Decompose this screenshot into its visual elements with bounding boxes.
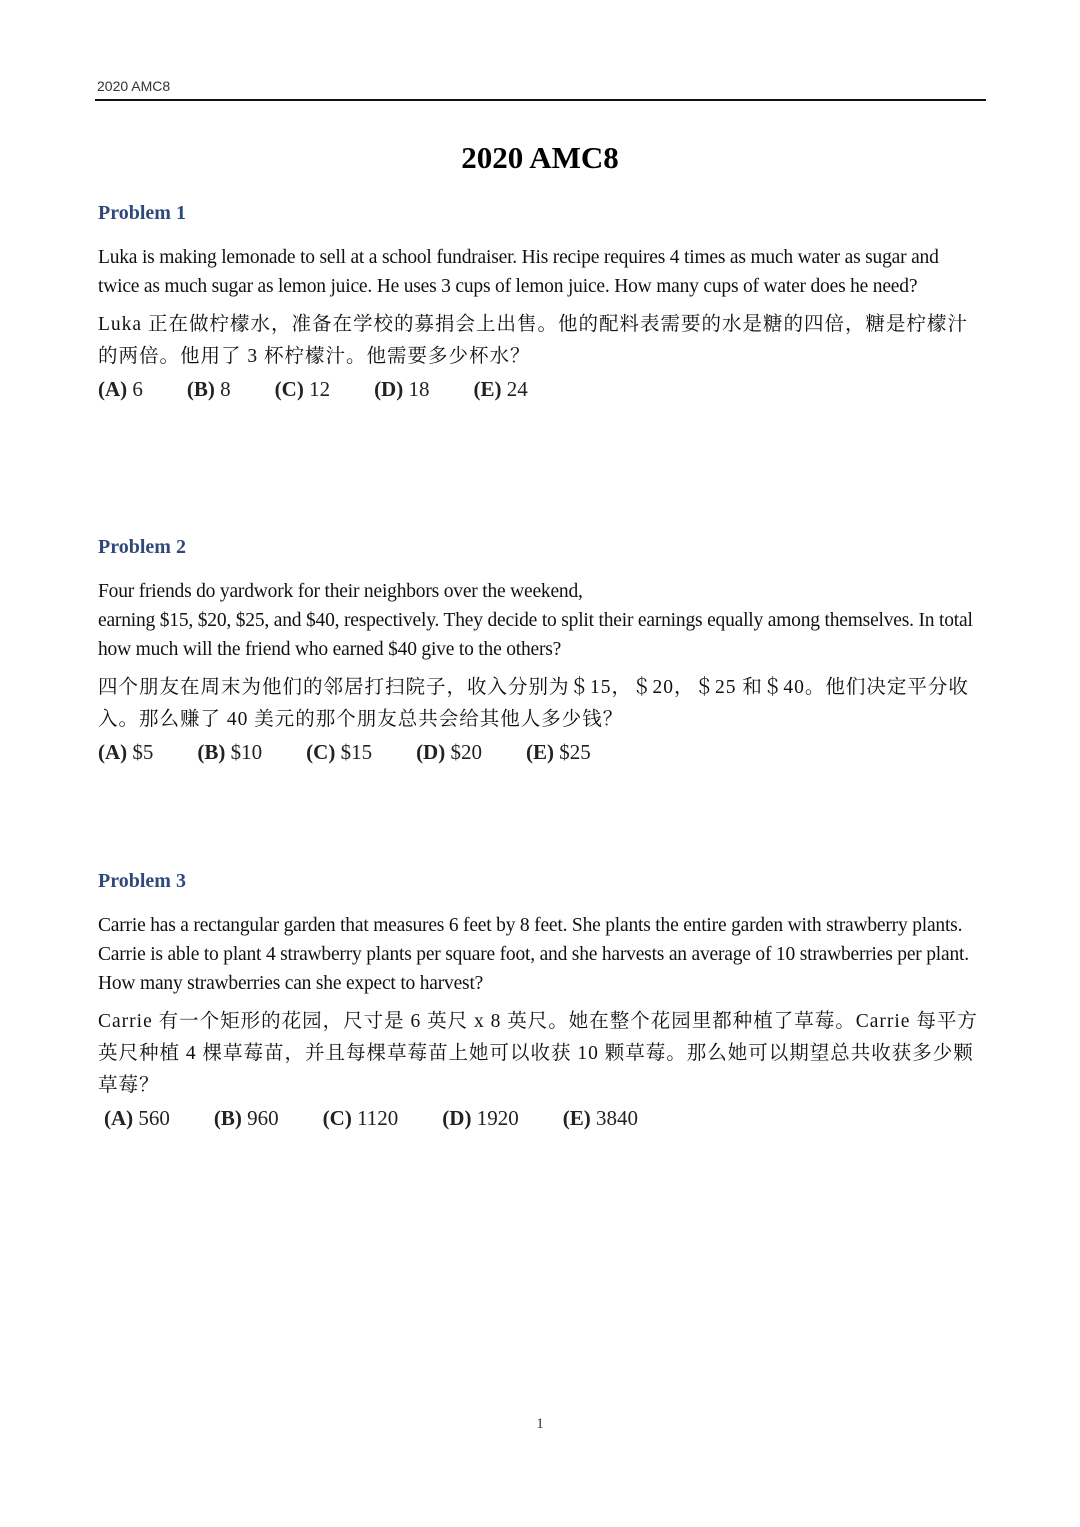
choice-b: (B) $10 bbox=[197, 740, 263, 764]
choice-e: (E) 24 bbox=[473, 377, 528, 401]
answer-choices bbox=[98, 740, 983, 765]
choice-d: (D) 1920 bbox=[442, 1106, 519, 1130]
problem-3 bbox=[98, 870, 983, 1131]
problem-heading: Problem 2 bbox=[98, 536, 186, 558]
answer-choices bbox=[98, 377, 983, 402]
header-divider bbox=[95, 99, 986, 101]
choice-c: (C) 1120 bbox=[322, 1106, 399, 1130]
choice-b: (B) 960 bbox=[213, 1106, 279, 1130]
choice-e: (E) $25 bbox=[525, 740, 591, 764]
problem-heading: Problem 1 bbox=[98, 202, 186, 224]
problem-text-english-line1: Four friends do yardwork for their neighbors over the weekend, bbox=[98, 581, 583, 602]
problem-text-english: earning $15, $20, $25, and $40, respectively. They decide to split their earnings equally among themselves. In total how much will the friend who earned $40 give to the others? bbox=[98, 610, 973, 660]
problem-text-english: Carrie has a rectangular garden that measures 6 feet by 8 feet. She plants the entire garden with strawberry plants. Carrie is able to plant 4 strawberry plants per square foot, and she harvests an average of 10 strawberries per plant. How many strawberries can she expect to harvest? bbox=[98, 915, 969, 994]
choice-c: (C) 12 bbox=[274, 377, 331, 401]
choice-e: (E) 3840 bbox=[562, 1106, 638, 1130]
choice-a: (A) 6 bbox=[98, 377, 143, 401]
page-number: 1 bbox=[536, 1416, 544, 1432]
problem-2 bbox=[98, 536, 983, 765]
choice-b: (B) 8 bbox=[186, 377, 231, 401]
problem-text-english: Luka is making lemonade to sell at a school fundraiser. His recipe requires 4 times as much water as sugar and twice as much sugar as lemon juice. He uses 3 cups of lemon juice. How many cups of water does he need? bbox=[98, 247, 939, 297]
problem-text-chinese: Luka 正在做柠檬水，准备在学校的募捐会上出售。他的配料表需要的水是糖的四倍，糖是柠檬汁的两倍。他用了 3 杯柠檬汁。他需要多少杯水？ bbox=[98, 314, 968, 367]
choice-c: (C) $15 bbox=[306, 740, 373, 764]
answer-choices bbox=[98, 1106, 983, 1131]
problem-heading: Problem 3 bbox=[98, 870, 186, 892]
choice-a: (A) 560 bbox=[104, 1106, 170, 1130]
choice-d: (D) 18 bbox=[374, 377, 430, 401]
problem-text-chinese: 四个朋友在周末为他们的邻居打扫院子，收入分别为＄15，＄20，＄25 和＄40。他们决定平分收入。那么赚了 40 美元的那个朋友总共会给其他人多少钱？ bbox=[98, 677, 969, 730]
problem-1 bbox=[98, 202, 983, 402]
choice-a: (A) $5 bbox=[98, 740, 154, 764]
problem-text-chinese: Carrie 有一个矩形的花园，尺寸是 6 英尺 x 8 英尺。她在整个花园里都种植了草莓。Carrie 每平方英尺种植 4 棵草莓苗，并且每棵草莓苗上她可以收获 10 颗草莓。那么她可以期望总共收获多少颗草莓？ bbox=[98, 1011, 978, 1096]
running-header: 2020 AMC8 bbox=[97, 78, 171, 94]
choice-d: (D) $20 bbox=[416, 740, 482, 764]
document-title: 2020 AMC8 bbox=[461, 140, 619, 175]
